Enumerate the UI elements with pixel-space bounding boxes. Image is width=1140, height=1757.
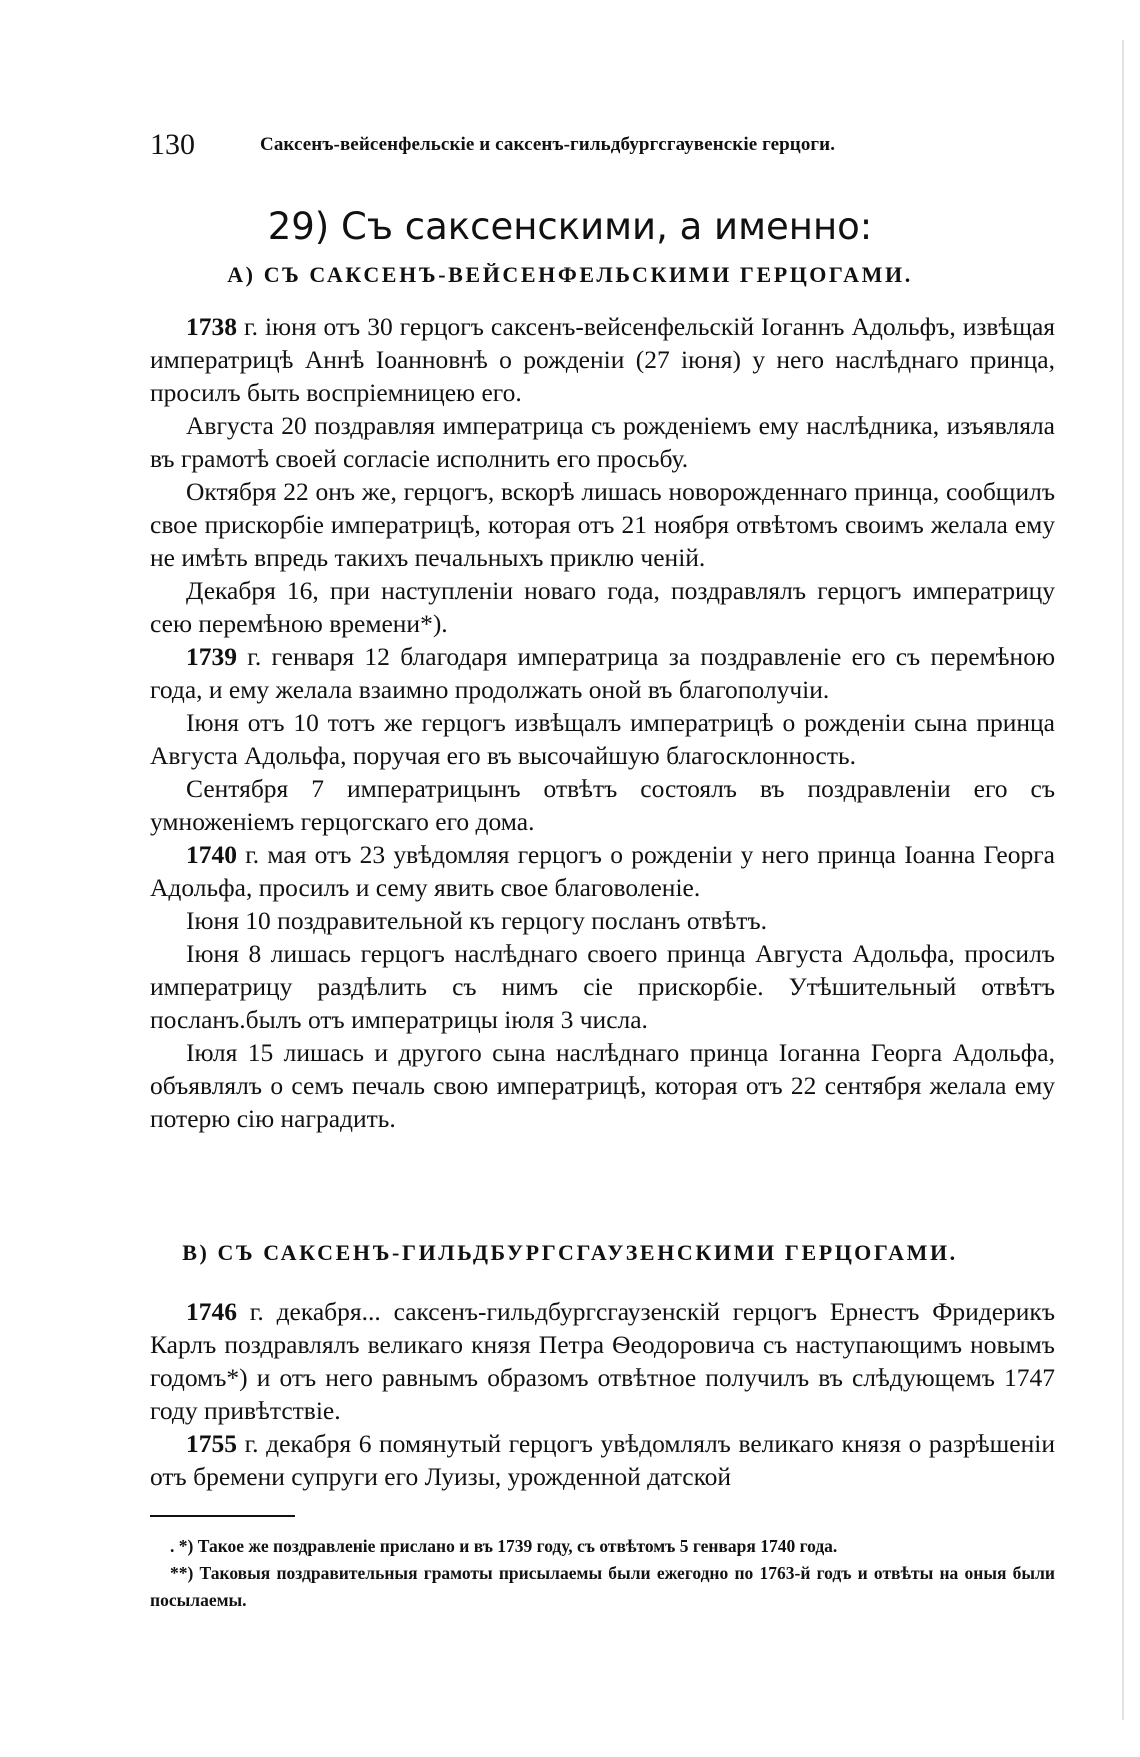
footnote: **) Таковыя поздравительныя грамоты присылаемы были ежегодно по 1763-й годъ и отвѣты на оныя были посылаемы. [150,1563,1055,1610]
subsection-heading-b: В) СЪ САКСЕНЪ-ГИЛЬДБУРГСГАУЗЕНСКИМИ ГЕРЦОГАМИ. [182,1240,958,1265]
paragraph-text: Декабря 16, при наступленіи новаго года, поздравлялъ герцогъ императрицу сею перемѣною времени*). [150,576,1055,638]
paragraph [150,574,1055,640]
year-label: 1746 [186,1297,237,1326]
paragraph-text: Іюня отъ 10 тотъ же герцогъ извѣщалъ императрицѣ о рожденіи сына принца Августа Адольфа, поручая его въ высочайшую благосклонность. [150,708,1055,770]
paragraph [150,640,1055,706]
text-block-b [150,1295,1055,1493]
paragraph-text: г. мая отъ 23 увѣдомляя герцогъ о рожденіи у него принца Іоанна Георга Адольфа, просилъ и сему явить свое благоволеніе. [150,840,1055,902]
paragraph-text: Іюля 15 лишась и другого сына наслѣднаго принца Іоганна Георга Адольфа, объявлялъ о семъ печаль свою императрицѣ, которая отъ 22 сентября желала ему потерю сію наградить. [150,1038,1055,1133]
paragraph-text: Сентября 7 императрицынъ отвѣтъ состоялъ въ поздравленіи его съ умноженіемъ герцогскаго его дома. [150,774,1055,836]
paragraph [150,1427,1055,1493]
paragraph-text: г. декабря 6 помянутый герцогъ увѣдомлялъ великаго князя о разрѣшеніи отъ бремени супруги его Луизы, урожденной датской [150,1429,1055,1491]
paragraph [150,706,1055,772]
paragraph [150,838,1055,904]
subsection-heading-a: А) СЪ САКСЕНЪ-ВЕЙСЕНФЕЛЬСКИМИ ГЕРЦОГАМИ. [227,262,913,287]
paragraph [150,904,1055,937]
paragraph [150,937,1055,1036]
paragraph [150,310,1055,409]
paragraph-text: г. генваря 12 благодаря императрица за поздравленіе его съ перемѣною года, и ему желала взаимно продолжать оной въ благополучіи. [150,642,1055,704]
footnote-divider [150,1515,295,1517]
page-header [150,128,1050,162]
year-label: 1740 [186,840,237,869]
paragraph-text: Іюня 8 лишась герцогъ наслѣднаго своего принца Августа Адольфа, просилъ императрицу раздѣлить съ нимъ сіе прискорбіе. Утѣшительный отвѣтъ посланъ.былъ отъ императрицы іюля 3 числа. [150,939,1055,1034]
page-edge-line [1122,40,1124,1720]
year-label: 1739 [186,642,237,671]
section-title: 29) Съ саксенскими, а именно: [267,205,873,248]
paragraph [150,772,1055,838]
footnotes [150,1533,1055,1614]
paragraph-text: Августа 20 поздравляя императрица съ рожденіемъ ему наслѣдника, изъявляла въ грамотѣ своей согласіе исполнить его просьбу. [150,411,1055,473]
paragraph [150,1036,1055,1135]
paragraph-text: Октября 22 онъ же, герцогъ, вскорѣ лишась новорожденнаго принца, сообщилъ свое прискорбіе императрицѣ, которая отъ 21 ноября отвѣтомъ своимъ желала ему не имѣть впредь такихъ печальныхъ приклю ченій. [150,477,1055,572]
paragraph [150,409,1055,475]
paragraph-text: Іюня 10 поздравительной къ герцогу посланъ отвѣтъ. [186,906,768,935]
running-title: Саксенъ-вейсенфельскіе и саксенъ-гильдбургсгаувенскіе герцоги. [260,134,836,155]
paragraph-text: г. іюня отъ 30 герцогъ саксенъ-вейсенфельскій Іоганнъ Адольфъ, извѣщая императрицѣ Аннѣ Іоанновнѣ о рожденіи (27 іюня) у него наслѣднаго принца, просилъ быть воспріемницею его. [150,312,1055,407]
paragraph [150,475,1055,574]
year-label: 1738 [186,312,237,341]
paragraph [150,1295,1055,1427]
year-label: 1755 [186,1429,237,1458]
page-number: 130 [150,128,195,161]
paragraph-text: г. декабря... саксенъ-гильдбургсгаузенскій герцогъ Ернестъ Фридерикъ Карлъ поздравлялъ великаго князя Петра Ѳеодоровича съ наступающимъ новымъ годомъ*) и отъ него равнымъ образомъ отвѣтное получилъ въ слѣдующемъ 1747 году привѣтствіе. [150,1297,1055,1425]
text-block-a [150,310,1055,1135]
footnote: . *) Такое же поздравленіе прислано и въ 1739 году, съ отвѣтомъ 5 генваря 1740 года. [170,1536,838,1556]
